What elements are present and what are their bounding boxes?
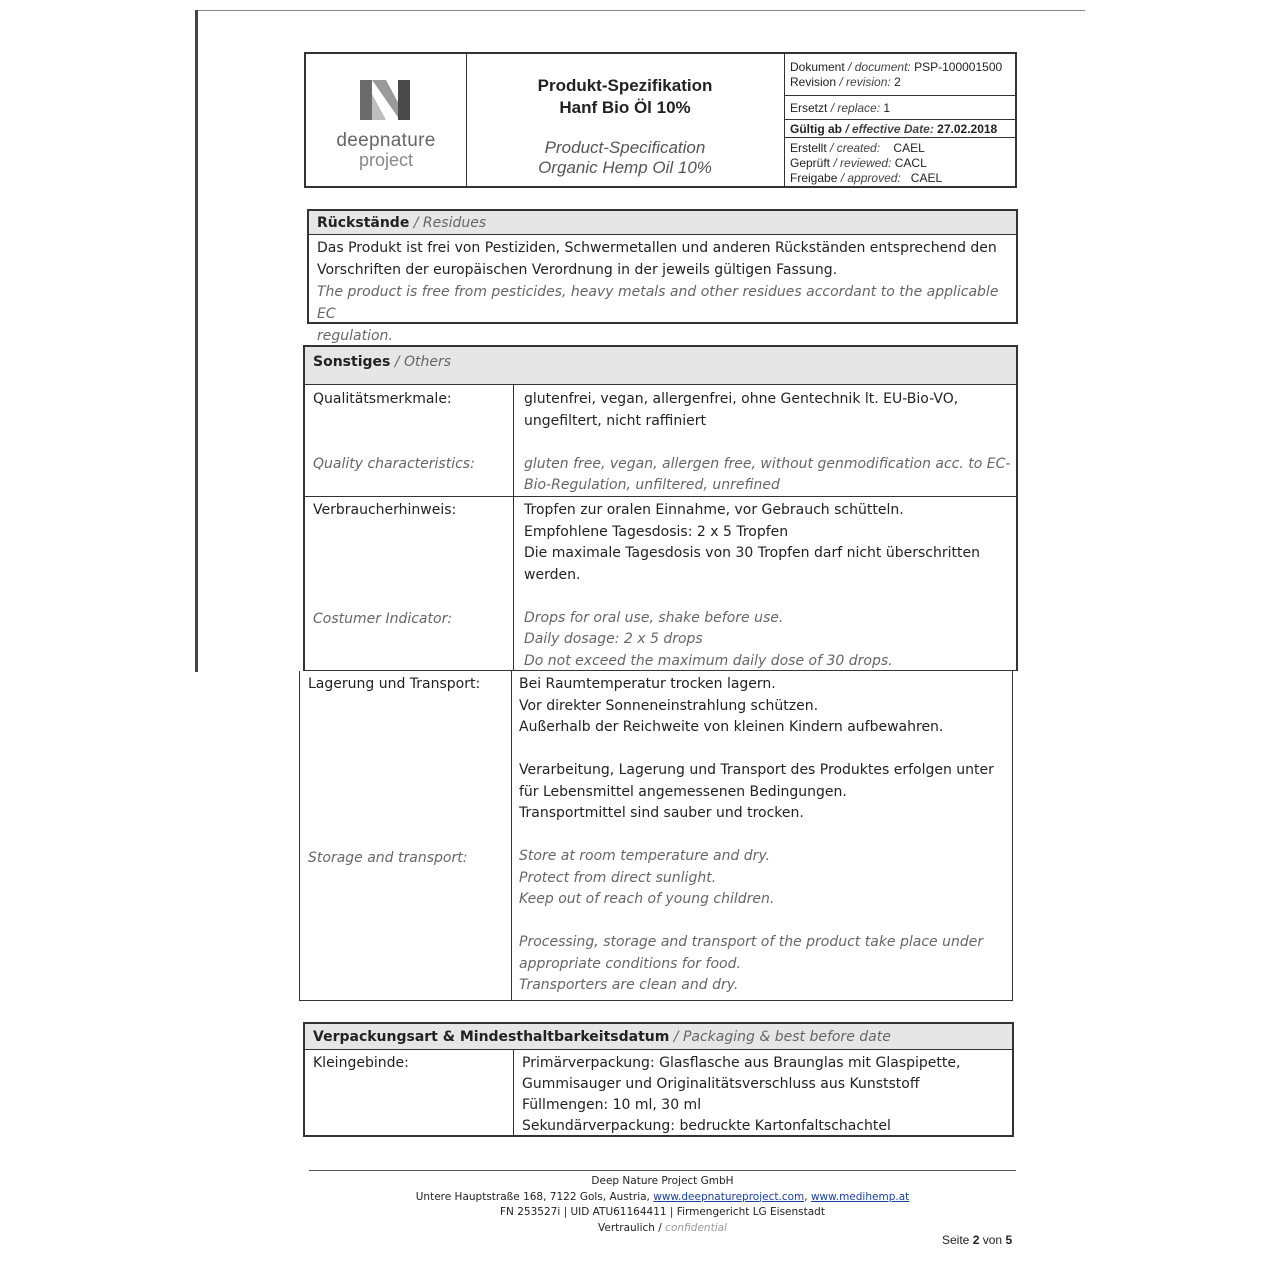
- storage-en-6: Transporters are clean and dry.: [519, 977, 739, 993]
- residues-text-de-2: Vorschriften der europäischen Verordnung in der jeweils gültigen Fassung.: [317, 262, 838, 278]
- top-margin-rule: [198, 10, 1085, 11]
- storage-en-2: Protect from direct sunlight.: [519, 869, 717, 886]
- doc-label-en: / document:: [848, 60, 911, 74]
- footer-rule: [309, 1170, 1016, 1171]
- doc-label: Dokument: [790, 60, 845, 74]
- packaging-title-en: / Packaging & best before date: [673, 1029, 891, 1045]
- storage-de-5: für Lebensmittel angemessenen Bedingungen.: [519, 783, 847, 800]
- website-link[interactable]: www.deepnatureproject.com: [653, 1190, 805, 1203]
- packaging-title: Verpackungsart & Mindesthaltbarkeitsdatum: [313, 1029, 670, 1045]
- quality-label-de: Qualitätsmerkmale:: [313, 391, 452, 407]
- created-label-en: / created:: [830, 141, 881, 155]
- title-en-line2: Organic Hemp Oil 10%: [538, 158, 712, 177]
- storage-de-6: Transportmittel sind sauber und trocken.: [519, 805, 804, 821]
- consumer-en-2: Daily dosage: 2 x 5 drops: [524, 631, 703, 647]
- storage-label-en: Storage and transport:: [308, 850, 468, 866]
- logo-subtext: project: [358, 150, 414, 170]
- title-cell: [466, 54, 785, 186]
- consumer-value: [524, 500, 1012, 672]
- quality-value: [524, 389, 1012, 497]
- title-en-line1: Product-Specification: [544, 138, 706, 157]
- storage-en-3: Keep out of reach of young children.: [519, 891, 775, 907]
- packaging-line-2: Gummisauger und Originalitätsverschluss aus Kunststoff: [522, 1076, 920, 1092]
- meta-document: [784, 54, 1015, 96]
- residues-header: [309, 211, 1016, 235]
- replace-value: 1: [883, 101, 891, 115]
- replace-label: Ersetzt: [790, 101, 828, 115]
- medihemp-link[interactable]: www.medihemp.at: [810, 1190, 910, 1203]
- valid-value: 27.02.2018: [937, 122, 998, 136]
- logo-text: deepnature: [336, 130, 436, 151]
- title-de-line1: Produkt-Spezifikation: [537, 76, 713, 95]
- storage-de-2: Vor direkter Sonneneinstrahlung schützen.: [519, 697, 819, 714]
- residues-section: [307, 209, 1018, 344]
- meta-replace: [784, 96, 1015, 120]
- packaging-value: [522, 1053, 1010, 1137]
- rev-label: Revision: [790, 75, 837, 89]
- footer-address: Untere Hauptstraße 168, 7122 Gols, Austria,: [415, 1190, 650, 1203]
- reviewed-label-en: / reviewed:: [833, 156, 892, 170]
- storage-column-divider: [511, 671, 512, 1000]
- consumer-label-en: Costumer Indicator:: [313, 611, 453, 627]
- packaging-line-4: Sekundärverpackung: bedruckte Kartonfaltschachtel: [522, 1118, 891, 1134]
- reviewed-value: CACL: [894, 156, 927, 170]
- consumer-de-4: werden.: [524, 566, 581, 583]
- storage-de-1: Bei Raumtemperatur trocken lagern.: [519, 676, 776, 692]
- approved-label-en: / approved:: [840, 171, 901, 185]
- logo-cell: [306, 54, 467, 186]
- residues-text-en-2: regulation.: [317, 328, 393, 344]
- valid-label-en: / effective Date:: [845, 122, 934, 136]
- packaging-section: [303, 1022, 1014, 1137]
- quality-de-2: ungefiltert, nicht raffiniert: [524, 412, 706, 429]
- storage-de-4: Verarbeitung, Lagerung und Transport des Produktes erfolgen unter: [519, 762, 994, 778]
- packaging-label: Kleingebinde:: [313, 1055, 409, 1071]
- others-header: [305, 347, 1016, 385]
- quality-en-1: gluten free, vegan, allergen free, without genmodification acc. to EC-: [524, 455, 1011, 472]
- residues-text-en-1: The product is free from pesticides, heavy metals and other residues accordant to the applicable EC: [317, 284, 999, 322]
- footer-address-line: [309, 1190, 1016, 1206]
- confidential-label: Vertraulich /: [598, 1221, 662, 1234]
- replace-label-en: / replace:: [830, 101, 881, 115]
- left-margin-rule: [195, 10, 198, 672]
- approved-label: Freigabe: [790, 171, 838, 185]
- footer-registry: FN 253527i | UID ATU61164411 | Firmengericht LG Eisenstadt: [500, 1206, 825, 1218]
- others-column-divider: [513, 385, 514, 671]
- residues-body: [317, 237, 1012, 347]
- storage-en-5: appropriate conditions for food.: [519, 955, 741, 972]
- document-header: [304, 52, 1017, 188]
- rev-label-en: / revision:: [839, 75, 891, 89]
- approved-value: CAEL: [910, 171, 943, 185]
- deepnature-logo-icon: [356, 76, 414, 124]
- storage-en-4: Processing, storage and transport of the product take place under: [519, 934, 984, 950]
- footer-company: Deep Nature Project GmbH: [591, 1175, 734, 1187]
- created-value: CAEL: [893, 141, 925, 155]
- footer-link-separator: ,: [804, 1190, 808, 1203]
- confidential-label-en: confidential: [665, 1221, 727, 1234]
- residues-text-de-1: Das Produkt ist frei von Pestiziden, Schwermetallen und anderen Rückständen entsprechend den: [317, 240, 997, 256]
- page-number: [942, 1233, 1012, 1247]
- residues-title: Rückstände: [317, 215, 410, 231]
- consumer-de-2: Empfohlene Tagesdosis: 2 x 5 Tropfen: [524, 523, 789, 540]
- packaging-header: [305, 1024, 1012, 1050]
- page-current: 2: [972, 1233, 980, 1247]
- meta-cell: [784, 54, 1015, 186]
- quality-de-1: glutenfrei, vegan, allergenfrei, ohne Gentechnik lt. EU-Bio-VO,: [524, 391, 959, 407]
- others-title: Sonstiges: [313, 354, 391, 370]
- storage-en-1: Store at room temperature and dry.: [519, 848, 771, 864]
- consumer-de-1: Tropfen zur oralen Einnahme, vor Gebrauch schütteln.: [524, 502, 904, 518]
- consumer-de-3: Die maximale Tagesdosis von 30 Tropfen darf nicht überschritten: [524, 545, 980, 561]
- others-title-en: / Others: [394, 354, 452, 370]
- reviewed-label: Geprüft: [790, 156, 831, 170]
- rev-value: 2: [894, 75, 901, 89]
- others-section: [303, 345, 1018, 671]
- page-total: 5: [1005, 1233, 1013, 1247]
- page-label: Seite: [942, 1233, 970, 1247]
- storage-label-de: Lagerung und Transport:: [308, 676, 481, 692]
- packaging-line-3: Füllmengen: 10 ml, 30 ml: [522, 1097, 702, 1113]
- doc-value: PSP-100001500: [914, 60, 1003, 74]
- storage-de-3: Außerhalb der Reichweite von kleinen Kindern aufbewahren.: [519, 719, 944, 735]
- quality-label-en: Quality characteristics:: [313, 456, 475, 472]
- consumer-en-3: Do not exceed the maximum daily dose of 30 drops.: [524, 652, 893, 669]
- footer: [309, 1174, 1016, 1236]
- page-of: von: [982, 1233, 1003, 1247]
- footer-confidential: [309, 1221, 1016, 1237]
- consumer-en-1: Drops for oral use, shake before use.: [524, 609, 784, 626]
- title-de-line2: Hanf Bio Öl 10%: [559, 98, 691, 117]
- storage-row: [299, 671, 1013, 1001]
- storage-value: [519, 674, 1009, 997]
- meta-approvals: [784, 138, 1015, 186]
- created-label: Erstellt: [790, 141, 827, 155]
- meta-effective-date: [784, 120, 1015, 138]
- packaging-column-divider: [513, 1050, 514, 1135]
- packaging-line-1: Primärverpackung: Glasflasche aus Braunglas mit Glaspipette,: [522, 1055, 961, 1071]
- residues-title-en: / Residues: [413, 215, 487, 231]
- valid-label: Gültig ab: [790, 122, 842, 136]
- consumer-label-de: Verbraucherhinweis:: [313, 502, 457, 518]
- quality-en-2: Bio-Regulation, unfiltered, unrefined: [524, 477, 780, 493]
